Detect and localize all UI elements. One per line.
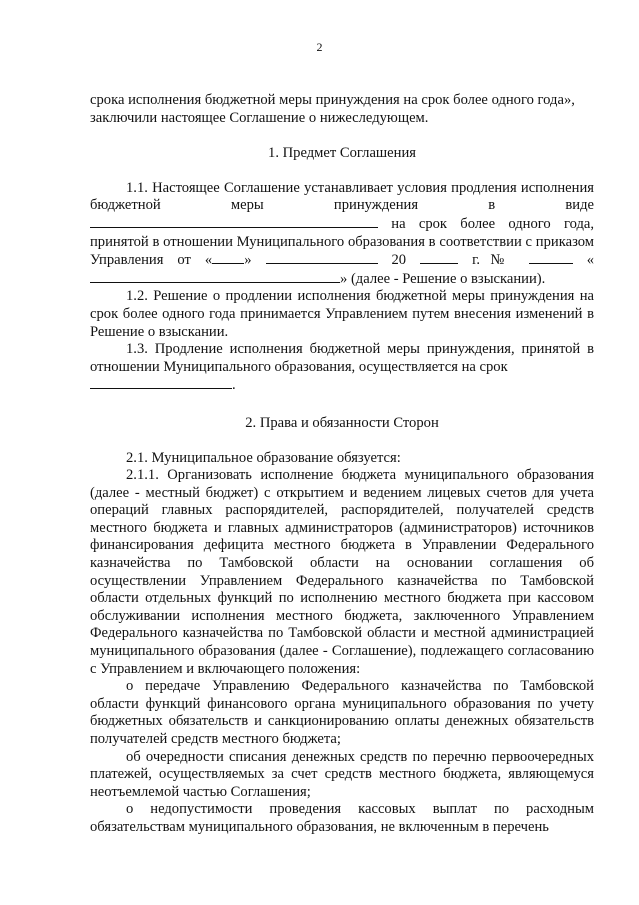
paragraph-1-3-end: . [232,377,236,394]
blank-order-title [90,270,340,283]
section-1-heading: 1. Предмет Соглашения [268,145,416,162]
document-body [90,92,594,837]
list-item-transfer-functions: о передаче Управлению Федерального казначейства по Тамбовской области функций финансового органа муниципального образования по учету бюджетных обязательств и санкционированию оплаты денежных обязательств получателей средств местного бюджета; [90,678,594,747]
paragraph-1-1-quote-open: « [586,252,594,269]
intro-line-2: заключили настоящее Соглашение о нижеследующем. [90,109,429,126]
paragraph-1-1-number-label: г.№ [472,252,515,269]
section-2-heading: 2. Права и обязанности Сторон [245,414,439,431]
list-item-payment-order: об очередности списания денежных средств по перечню первоочередных платежей, осуществляемых за счет средств местного бюджета, являющемуся неотъемлемой частью Соглашения; [90,748,594,800]
paragraph-2-1-1: 2.1.1. Организовать исполнение бюджета муниципального образования (далее - местный бюджет) с открытием и ведением лицевых счетов для учета операций главных распорядителей, распорядителей, получателей средств местного бюджета и главных администраторов (администраторов) источников финансирования дефицита местного бюджета в Управлении Федерального казначейства по Тамбовской области на основании соглашения об осуществлении Управлением Федерального казначейства по Тамбовской области отдельных функций по исполнению местного бюджета при кассовом обслуживании исполнения местного бюджета, заключенного Управлением Федерального казначейства по Тамбовской области и местной администрацией муниципального образования (далее - Соглашение), подлежащего согласованию с Управлением и включающего положения: [90,467,594,677]
blank-year [420,251,458,264]
paragraph-2-1: 2.1. Муниципальное образование обязуется: [126,449,401,466]
paragraph-1-1-text-b: на срок более одного года, [391,215,594,232]
paragraph-1-2: 1.2. Решение о продлении исполнения бюджетной меры принуждения на срок более одного года принимается Управлением путем внесения изменений в Решение о взыскании. [90,288,594,340]
paragraph-1-3-text: 1.3. Продление исполнения бюджетной меры принуждения, принятой в отношении Муниципального образования, осуществляется на срок [90,341,594,375]
paragraph-1-1-text-h: » (далее - Решение о взыскании). [340,270,546,287]
paragraph-1-1 [90,180,594,289]
blank-number [529,251,573,264]
list-item-prohibition: о недопустимости проведения кассовых выплат по расходным обязательствам муниципального образования, не включенным в перечень [90,801,594,835]
blank-month [266,251,378,264]
paragraph-1-1-text-d: » [244,252,252,269]
blank-day [212,251,244,264]
blank-term [90,376,232,389]
intro-line-1: срока исполнения бюджетной меры принуждения на срок более одного года», [90,92,575,108]
paragraph-1-1-text-c: принятой в отношении Муниципального образования в соответствии с приказом Управления от « [90,233,594,269]
paragraph-1-3 [90,341,594,395]
page-number: 2 [316,40,323,54]
paragraph-1-1-year: 20 [391,252,407,269]
blank-measure-type [90,215,378,228]
paragraph-1-1-text-a: 1.1. Настоящее Соглашение устанавливает условия продления исполнения бюджетной меры принуждения в виде [90,179,594,214]
